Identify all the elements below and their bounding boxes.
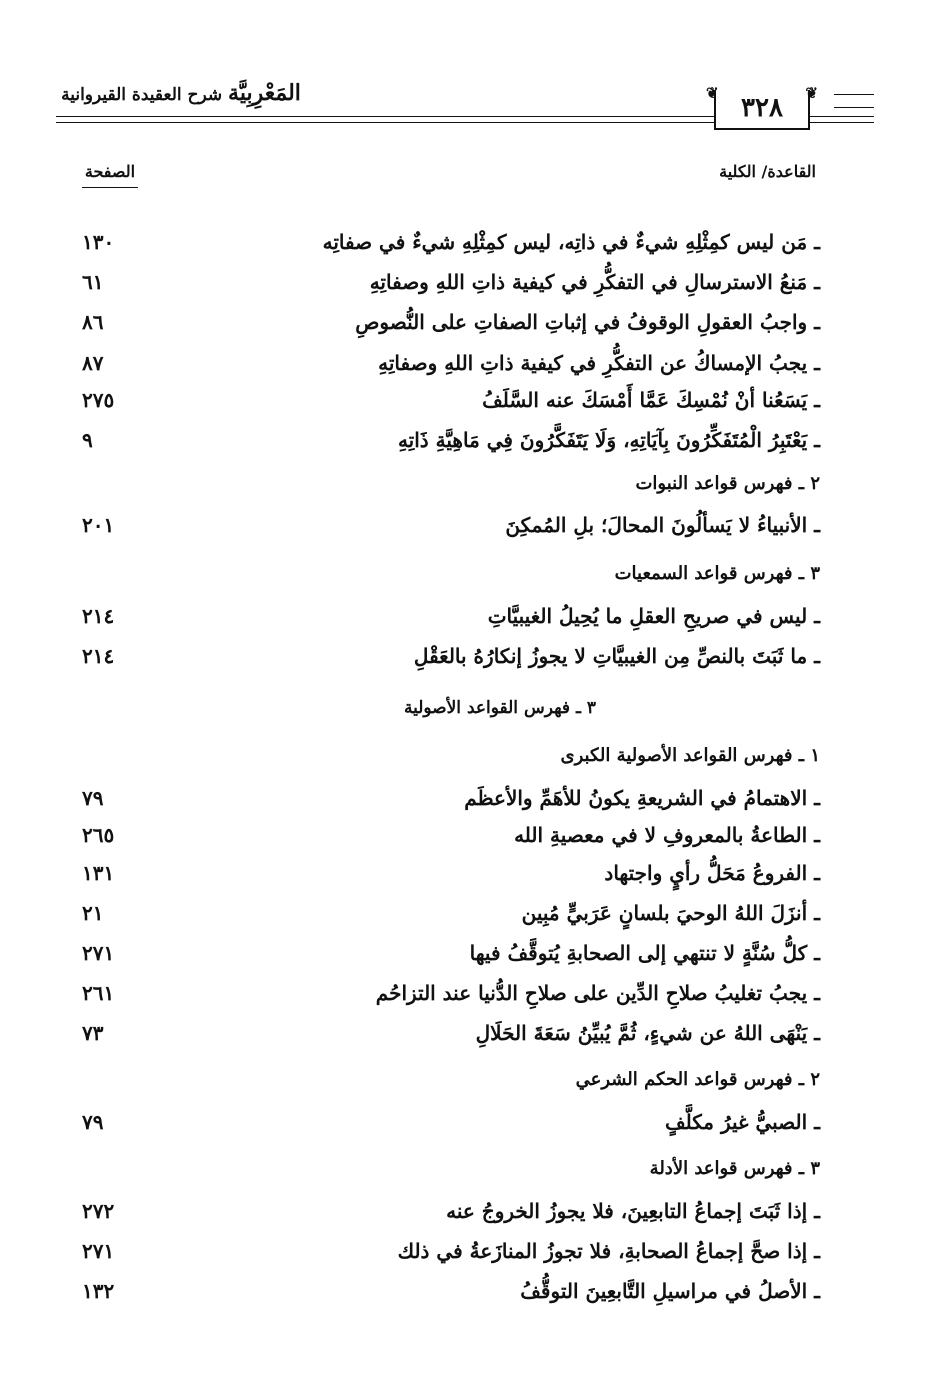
index-entry-text: ـ ليس في صريحِ العقلِ ما يُحِيلُ الغيبيَّاتِ <box>487 604 820 628</box>
index-entry-page: ٧٩ <box>82 1110 104 1134</box>
index-entry-text: ـ إذا صحَّ إجماعُ الصحابةِ، فلا تجوزُ المنازَعةُ في ذلك <box>397 1239 820 1263</box>
index-entry <box>82 343 820 383</box>
index-entry <box>82 933 820 973</box>
index-entry <box>82 1231 820 1271</box>
index-entry-page: ٩ <box>82 428 93 452</box>
page-number: ٣٢٨ <box>741 93 783 123</box>
index-entry <box>82 596 820 636</box>
index-entry-text: ـ الصبيُّ غيرُ مكلَّفٍ <box>664 1110 820 1134</box>
index-entry-text: ـ واجبُ العقولِ الوقوفُ في إثباتِ الصفاتِ على النُّصوصِ <box>355 310 820 334</box>
index-entry <box>82 815 820 855</box>
ornament-icon: ❦ <box>805 84 818 102</box>
index-entry <box>82 262 820 302</box>
column-heading-page: الصفحة <box>82 162 138 188</box>
index-entry-page: ٢١ <box>82 901 104 925</box>
running-header <box>56 76 874 138</box>
index-entry-text: ـ الفروعُ مَحَلُّ رأيٍ واجتهاد <box>604 861 820 885</box>
index-subsection-heading: ٣ ـ فهرس قواعد السمعيات <box>614 563 820 584</box>
index-section-heading: ٣ ـ فهرس القواعد الأصولية <box>403 698 596 718</box>
index-entry-page: ٨٦ <box>82 310 104 334</box>
index-entry-text: ـ الاهتمامُ في الشريعةِ يكونُ للأهَمِّ والأعظَم <box>464 786 820 810</box>
index-entry-page: ٢٧٢ <box>82 1199 115 1223</box>
column-heading-rule: القاعدة/ الكلية <box>719 162 816 181</box>
index-entry-text: ـ مَن ليس كمِثْلِهِ شيءٌ في ذاتِه، ليس كمِثْلِهِ شيءٌ في صفاتِه <box>322 230 820 254</box>
index-entry <box>82 1013 820 1053</box>
index-entry-page: ٢١٤ <box>82 604 115 628</box>
index-entry-text: ـ أنزَلَ اللهُ الوحيَ بلسانٍ عَرَبيٍّ مُبِين <box>521 901 820 925</box>
index-entry-page: ٢١٤ <box>82 644 115 668</box>
book-title-sub: شرح العقيدة القيروانية <box>61 85 223 105</box>
index-entry-page: ٢٧١ <box>82 1239 115 1263</box>
book-title-main: المَعْرِبِيَّة <box>228 80 301 106</box>
index-entry-page: ٢٦١ <box>82 981 115 1005</box>
index-entry-text: ـ الأنبياءُ لا يَسألُونَ المحالَ؛ بلِ المُمكِنَ <box>505 513 820 537</box>
index-entry-text: ـ ما ثَبَتَ بالنصِّ مِن الغيبيَّاتِ لا يجوزُ إنكارُهُ بالعَقْلِ <box>413 644 820 668</box>
index-entry-page: ٦١ <box>82 270 104 294</box>
index-entry <box>82 973 820 1013</box>
index-entry-text: ـ إذا ثَبَتَ إجماعُ التابعِينَ، فلا يجوزُ الخروجُ عنه <box>446 1199 820 1223</box>
index-entry <box>82 380 820 420</box>
index-entry <box>82 893 820 933</box>
page-number-box <box>706 84 818 130</box>
index-entry-text: ـ يَعْتَبِرُ الْمُتَفَكِّرُونَ بِآيَاتِهِ، وَلَا يَتَفَكَّرُونَ فِي مَاهِيَّةِ ذَاتِهِ <box>397 428 820 452</box>
index-entry-page: ٨٧ <box>82 351 104 375</box>
index-entry-page: ١٣٢ <box>82 1279 115 1303</box>
index-subsection-heading: ٣ ـ فهرس قواعد الأدلة <box>649 1158 820 1179</box>
book-title <box>56 80 306 106</box>
index-entry-page: ٢٧١ <box>82 941 115 965</box>
index-entry-text: ـ يجبُ الإمساكُ عن التفكُّرِ في كيفية ذاتِ اللهِ وصفاتِهِ <box>378 351 820 375</box>
index-entry-page: ٢٧٥ <box>82 388 115 412</box>
ornament-icon: ❦ <box>706 84 719 102</box>
index-entry <box>82 1191 820 1231</box>
index-subsection-heading: ١ ـ فهرس القواعد الأصولية الكبرى <box>560 745 820 766</box>
index-subsection-heading: ٢ ـ فهرس قواعد النبوات <box>635 473 820 494</box>
index-entry-text: ـ يَسَعُنا أنْ نُمْسِكَ عَمَّا أَمْسَكَ عنه السَّلَفُ <box>482 388 820 412</box>
index-entry <box>82 853 820 893</box>
index-entry-page: ٧٩ <box>82 786 104 810</box>
index-entry-page: ٧٣ <box>82 1021 104 1045</box>
index-entry-text: ـ يَنْهَى اللهُ عن شيءٍ، ثُمَّ يُبيِّنُ سَعَةَ الحَلَالِ <box>475 1021 820 1045</box>
index-entry <box>82 636 820 676</box>
index-entry <box>82 778 820 818</box>
index-entry-page: ١٣١ <box>82 861 115 885</box>
header-rule-tail <box>834 94 874 108</box>
index-entry-text: ـ يجبُ تغليبُ صلاحِ الدِّين على صلاحِ الدُّنيا عند التزاحُم <box>375 981 820 1005</box>
index-entry-page: ٢٦٥ <box>82 823 115 847</box>
index-entry <box>82 1102 820 1142</box>
index-subsection-heading: ٢ ـ فهرس قواعد الحكم الشرعي <box>575 1069 820 1090</box>
index-entry <box>82 505 820 545</box>
index-entry-text: ـ كلُّ سُنَّةٍ لا تنتهي إلى الصحابةِ يُتوقَّفُ فيها <box>469 941 820 965</box>
index-entry-text: ـ الطاعةُ بالمعروفِ لا في معصيةِ الله <box>514 823 820 847</box>
index-entry-page: ١٣٠ <box>82 230 115 254</box>
index-entry-text: ـ مَنعُ الاسترسالِ في التفكُّرِ في كيفية ذاتِ اللهِ وصفاتِهِ <box>369 270 820 294</box>
index-entry <box>82 420 820 460</box>
index-entry <box>82 1271 820 1311</box>
index-entry <box>82 222 820 262</box>
index-entry-text: ـ الأصلُ في مراسيلِ التَّابعِينَ التوقُّفُ <box>520 1279 820 1303</box>
index-entry-page: ٢٠١ <box>82 513 115 537</box>
index-entry <box>82 302 820 342</box>
